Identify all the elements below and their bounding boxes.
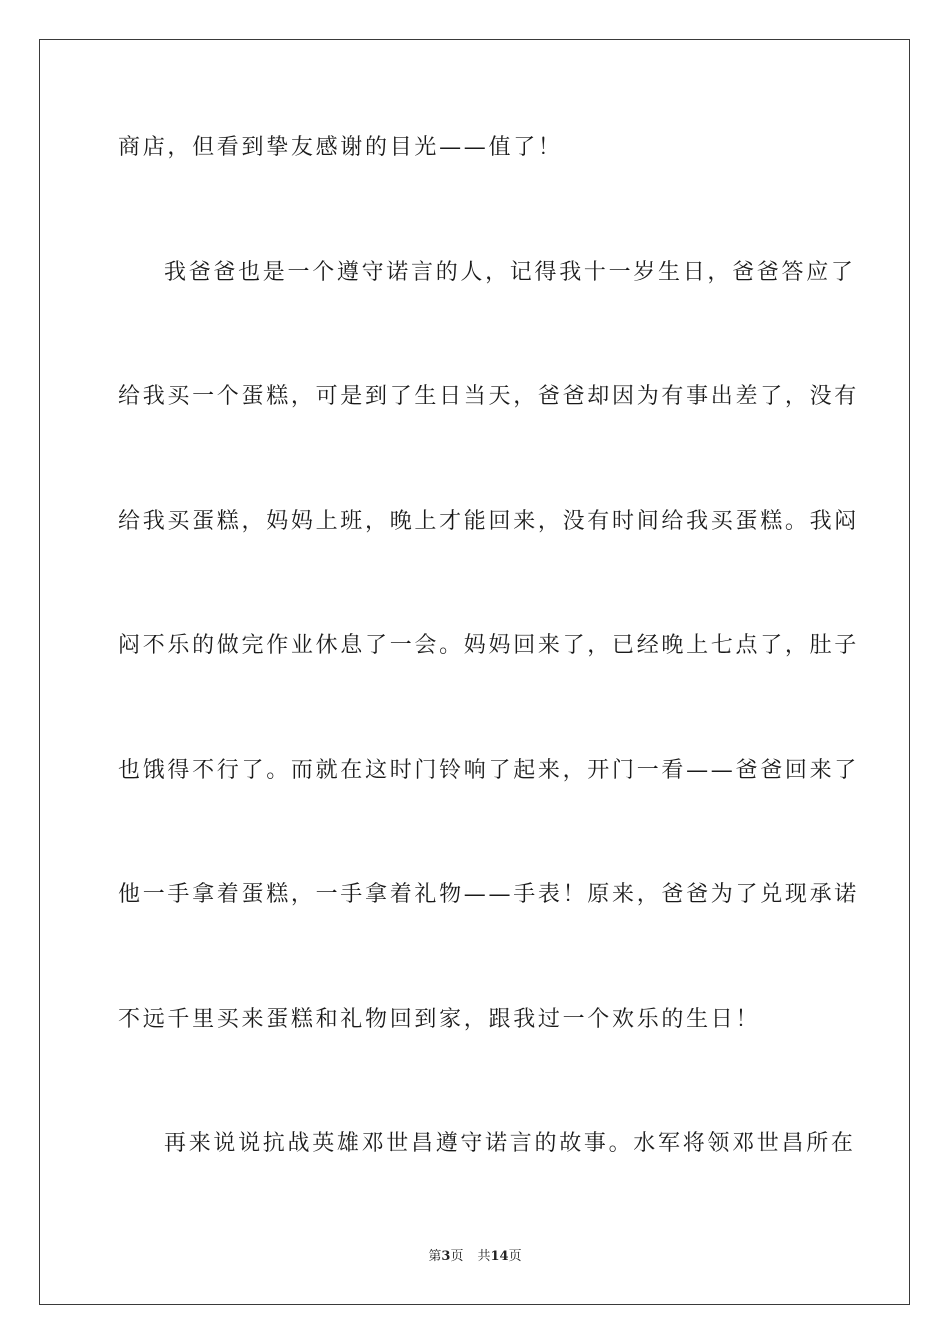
text-line-1: 商店，但看到挚友感谢的目光——值了！	[118, 135, 563, 160]
text-line-8: 不远千里买来蛋糕和礼物回到家，跟我过一个欢乐的生日！	[118, 1007, 761, 1032]
page-prefix: 第	[428, 1249, 442, 1264]
page-footer	[0, 1249, 950, 1265]
text-line-2: 我爸爸也是一个遵守诺言的人，记得我十一岁生日，爸爸答应了	[164, 260, 856, 285]
text-line-3: 给我买一个蛋糕，可是到了生日当天，爸爸却因为有事出差了，没有	[118, 384, 860, 409]
total-suffix: 页	[508, 1249, 522, 1264]
page-suffix: 页	[450, 1249, 464, 1264]
page-border	[39, 39, 910, 1305]
text-line-5: 闷不乐的做完作业休息了一会。妈妈回来了，已经晚上七点了，肚子	[118, 633, 860, 658]
text-line-9: 再来说说抗战英雄邓世昌遵守诺言的故事。水军将领邓世昌所在	[164, 1131, 856, 1156]
page-number: 3	[441, 1249, 451, 1264]
text-line-7: 他一手拿着蛋糕，一手拿着礼物——手表！原来，爸爸为了兑现承诺	[118, 882, 860, 907]
total-pages: 14	[490, 1249, 509, 1264]
text-line-4: 给我买蛋糕，妈妈上班，晚上才能回来，没有时间给我买蛋糕。我闷	[118, 509, 860, 534]
text-line-6: 也饿得不行了。而就在这时门铃响了起来，开门一看——爸爸回来了	[118, 758, 860, 783]
total-prefix: 共	[477, 1249, 491, 1264]
